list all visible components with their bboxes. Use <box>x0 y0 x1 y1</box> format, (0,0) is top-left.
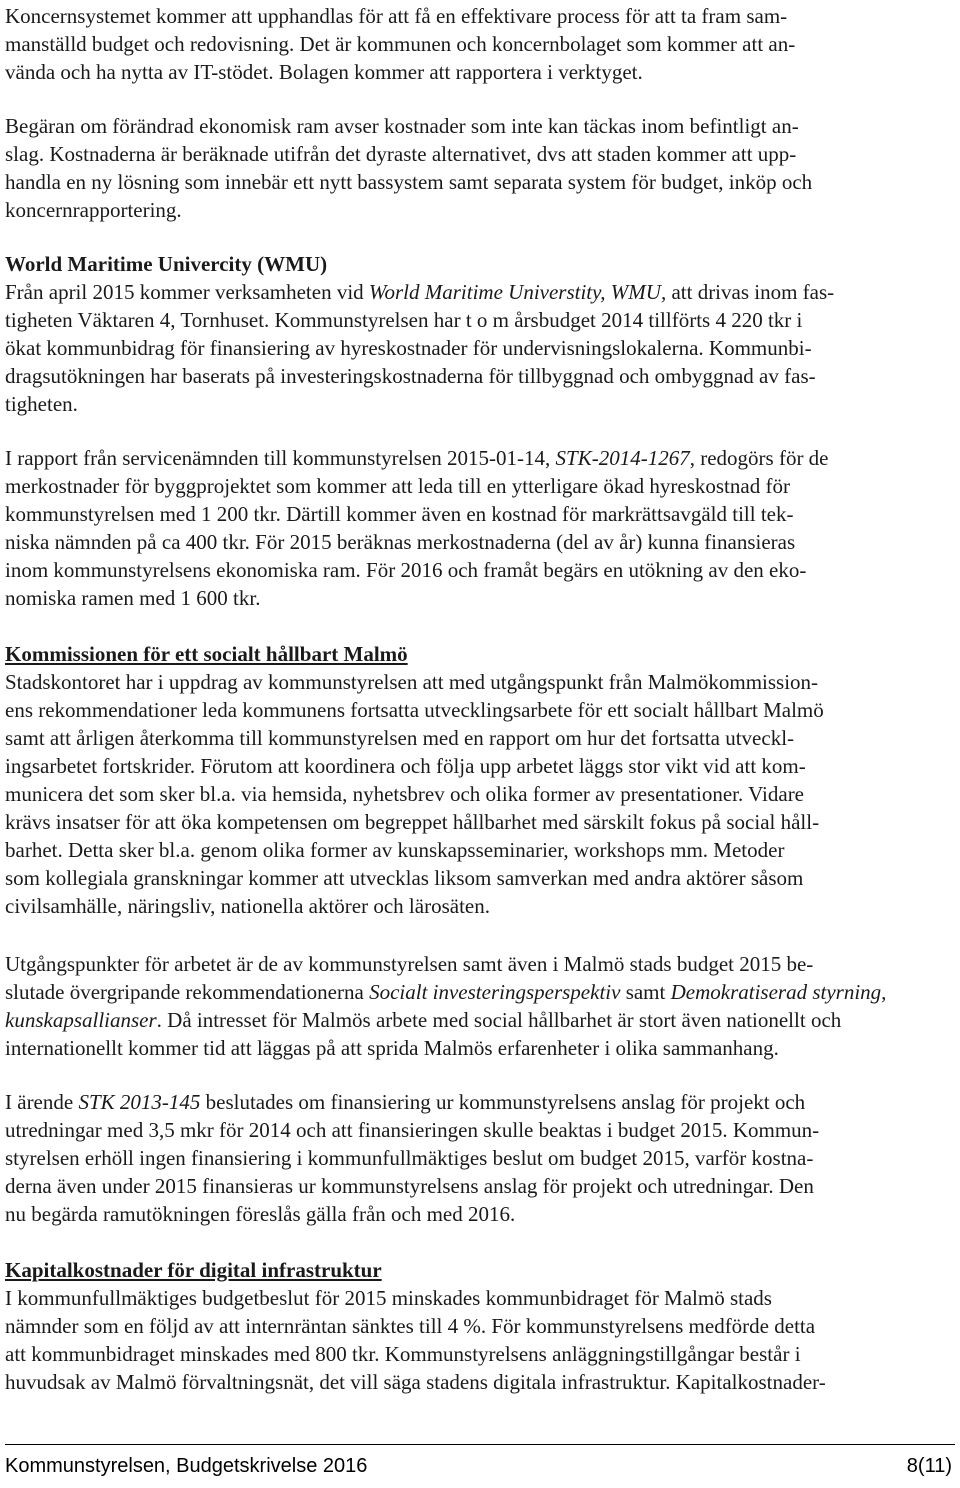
text-run: Från april 2015 kommer verksamheten vid <box>5 280 369 304</box>
italic-reference: kunskapsallianser <box>5 1008 157 1032</box>
paragraph-line: Koncernsystemet kommer att upphandlas för att få en effektivare process för att ta fram sam- <box>5 4 788 28</box>
text-run: att drivas inom fas- <box>666 280 835 304</box>
paragraph-line: derna även under 2015 finansieras ur kommunstyrelsens anslag för projekt och utredningar. Den <box>5 1174 814 1198</box>
paragraph-line: inom kommunstyrelsens ekonomiska ram. För 2016 och framåt begärs en utökning av den eko- <box>5 558 807 582</box>
paragraph-line: Stadskontoret har i uppdrag av kommunstyrelsen att med utgångspunkt från Malmökommission- <box>5 670 819 694</box>
paragraph-line: krävs insatser för att öka kompetensen om begreppet hållbarhet med särskilt fokus på social håll- <box>5 810 820 834</box>
text-run: samt <box>620 980 671 1004</box>
paragraph-line: ingsarbetet fortskrider. Förutom att koordinera och följa upp arbetet läggs stor vikt vid att kom- <box>5 754 806 778</box>
section-heading-kommissionen: Kommissionen för ett socialt hållbart Malmö <box>5 642 408 666</box>
paragraph-line: ens rekommendationer leda kommunens fortsatta utvecklingsarbete för ett socialt hållbart Malmö <box>5 698 824 722</box>
paragraph-line: styrelsen erhöll ingen finansiering i kommunfullmäktiges beslut om budget 2015, varför kostna- <box>5 1146 814 1170</box>
italic-reference: Socialt investeringsperspektiv <box>369 980 621 1004</box>
paragraph-line <box>5 978 886 1006</box>
paragraph-line: internationellt kommer tid att läggas på att sprida Malmös erfarenheter i olika sammanhang. <box>5 1036 779 1060</box>
paragraph-line: som kollegiala granskningar kommer att utvecklas liksom samverkan med andra aktörer såsom <box>5 866 804 890</box>
section-heading-wmu: World Maritime Univercity (WMU) <box>5 252 328 276</box>
paragraph-line: niska nämnden på ca 400 tkr. För 2015 beräknas merkostnaderna (del av år) kunna finansieras <box>5 530 796 554</box>
paragraph-line <box>5 1006 841 1034</box>
paragraph-line: dragsutökningen har baserats på investeringskostnaderna för tillbyggnad och ombyggnad av fas- <box>5 364 816 388</box>
paragraph-line: tigheten. <box>5 392 78 416</box>
italic-reference: STK-2014-1267 <box>555 446 690 470</box>
text-run: I ärende <box>5 1090 79 1114</box>
paragraph-line: handla en ny lösning som innebär ett nytt bassystem samt separata system för budget, inköp och <box>5 170 813 194</box>
paragraph-line: huvudsak av Malmö förvaltningsnät, det vill säga stadens digitala infrastruktur. Kapitalkostnader- <box>5 1370 826 1394</box>
paragraph-line <box>5 1088 805 1116</box>
paragraph-line: barhet. Detta sker bl.a. genom olika former av kunskapsseminarier, workshops mm. Metoder <box>5 838 785 862</box>
paragraph-line <box>5 444 829 472</box>
paragraph-line: slag. Kostnaderna är beräknade utifrån det dyraste alternativet, dvs att staden kommer att upp- <box>5 142 797 166</box>
italic-reference: World Maritime Universtity, WMU, <box>368 280 667 304</box>
paragraph-line: civilsamhälle, näringsliv, nationella aktörer och lärosäten. <box>5 894 490 918</box>
paragraph-line: nomiska ramen med 1 600 tkr. <box>5 586 261 610</box>
paragraph-line: kommunstyrelsen med 1 200 tkr. Därtill kommer även en kostnad för markrättsavgäld till tek- <box>5 502 794 526</box>
text-run: . Då intresset för Malmös arbete med social hållbarhet är stort även nationellt och <box>156 1008 842 1032</box>
paragraph-line: att kommunbidraget minskades med 800 tkr. Kommunstyrelsens anläggningstillgångar består i <box>5 1342 801 1366</box>
paragraph-line: nu begärda ramutökningen föreslås gälla från och med 2016. <box>5 1202 516 1226</box>
footer-page-number: 8(11) <box>906 1455 952 1477</box>
paragraph-line: vända och ha nytta av IT-stödet. Bolagen kommer att rapportera i verktyget. <box>5 60 643 84</box>
text-run: beslutades om finansiering ur kommunstyrelsens anslag för projekt och <box>200 1090 806 1114</box>
footer-document-title: Kommunstyrelsen, Budgetskrivelse 2016 <box>5 1455 368 1477</box>
paragraph-line: utredningar med 3,5 mkr för 2014 och att finansieringen skulle beaktas i budget 2015. Kommun- <box>5 1118 820 1142</box>
text-run: slutade övergripande rekommendationerna <box>5 980 370 1004</box>
paragraph-line: ökat kommunbidrag för finansiering av hyreskostnader för undervisningslokalerna. Kommunbi- <box>5 336 812 360</box>
text-run: I rapport från servicenämnden till kommunstyrelsen 2015-01-14, <box>5 446 556 470</box>
paragraph-line: Begäran om förändrad ekonomisk ram avser kostnader som inte kan täckas inom befintligt an- <box>5 114 799 138</box>
paragraph-line <box>5 278 834 306</box>
paragraph-line: municera det som sker bl.a. via hemsida, nyhetsbrev och olika former av presentationer. Vidare <box>5 782 805 806</box>
text-run: , redogörs för de <box>689 446 829 470</box>
paragraph-line: I kommunfullmäktiges budgetbeslut för 2015 minskades kommunbidraget för Malmö stads <box>5 1286 772 1310</box>
paragraph-line: nämnder som en följd av att internräntan sänktes till 4 %. För kommunstyrelsens medförde detta <box>5 1314 816 1338</box>
footer-divider <box>5 1444 955 1445</box>
paragraph-line: manställd budget och redovisning. Det är kommunen och koncernbolaget som kommer att an- <box>5 32 796 56</box>
paragraph-line: tigheten Väktaren 4, Tornhuset. Kommunstyrelsen har t o m årsbudget 2014 tillförts 4 220 tkr i <box>5 308 803 332</box>
italic-reference: STK 2013-145 <box>78 1090 201 1114</box>
section-heading-kapitalkostnader: Kapitalkostnader för digital infrastruktur <box>5 1258 382 1282</box>
paragraph-line: samt att årligen återkomma till kommunstyrelsen med en rapport om hur det fortsatta utveckl- <box>5 726 795 750</box>
italic-reference: Demokratiserad styrning, <box>670 980 887 1004</box>
paragraph-line: merkostnader för byggprojektet som kommer att leda till en ytterligare ökad hyreskostnad för <box>5 474 790 498</box>
paragraph-line: Utgångspunkter för arbetet är de av kommunstyrelsen samt även i Malmö stads budget 2015 be- <box>5 952 814 976</box>
paragraph-line: koncernrapportering. <box>5 198 182 222</box>
